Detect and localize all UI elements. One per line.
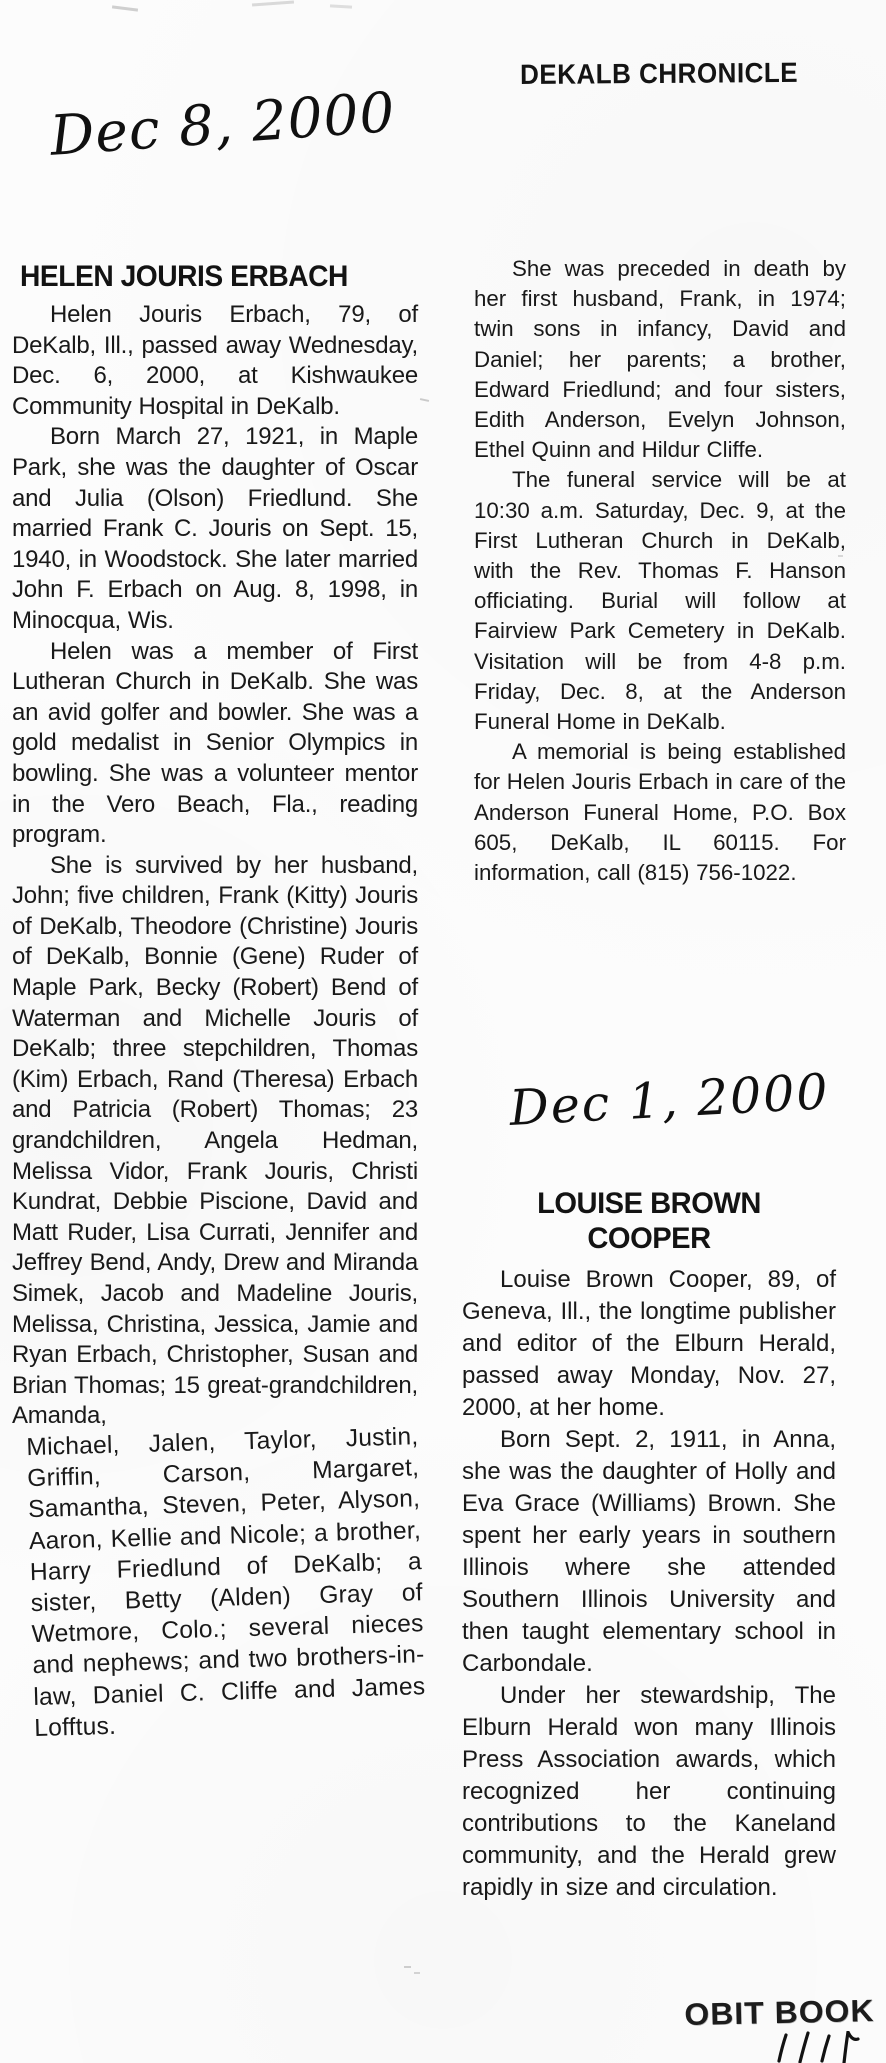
scan-speck bbox=[404, 1966, 411, 1968]
obit-paragraph-preceded-in-death: She was preceded in death by her first husband, Frank, in 1974; twin sons in infancy, David and Daniel; her parents; a brother, Edward Friedlund; and four sisters, Edith Anderson, Evelyn Johnson, Ethel Quinn and Hildur Cliffe. bbox=[474, 256, 846, 463]
handwritten-date-dec-1: Dec 1, 2000 bbox=[508, 1063, 831, 1137]
obit-paragraph-memberships: Helen was a member of First Lutheran Church in DeKalb. She was an avid golfer and bowler. She was a gold medalist in Senior Olympics in bowling. She was a volunteer mentor in the Vero Beach, Fla., reading program. bbox=[12, 637, 418, 849]
scan-speck bbox=[414, 1972, 420, 1974]
obit-paragraph-birth-marriage: Born March 27, 1921, in Maple Park, she was the daughter of Oscar and Julia (Olson) Friedlund. She married Frank C. Jouris on Sept. 15, 1940, in Woodstock. She later married John F. Erbach on Aug. 8, 1998, in Minocqua, Wis. bbox=[12, 423, 418, 634]
obit-paragraph-birth-education: Born Sept. 2, 1911, in Anna, she was the daughter of Holly and Eva Grace (Williams) Brown. She spent her early years in southern Illinois where she attended Southern Illinois University and then taught elementary school in Carbondale. bbox=[462, 1426, 836, 1677]
obituary-louise-column bbox=[462, 1186, 836, 1904]
obit-paragraph-survivors-continued: Michael, Jalen, Taylor, Justin, Griffin, Carson, Margaret, Samantha, Steven, Peter, Alyson, Aaron, Kellie and Nicole; a brother, Harry Friedlund of DeKalb; a sister, Betty (Alden) Gray of Wetmore, Colo.; several nieces and nephews; and two brothers-in-law, Daniel C. Cliffe and James Lofftus. bbox=[26, 1423, 426, 1742]
obituary-helen-left-column bbox=[12, 260, 426, 1744]
obit-paragraph-death-notice: Helen Jouris Erbach, 79, of DeKalb, Ill., passed away Wednesday, Dec. 6, 2000, at Kishwaukee Community Hospital in DeKalb. bbox=[12, 301, 418, 420]
obituary-headline-louise bbox=[468, 1186, 831, 1256]
scan-speck bbox=[386, 466, 391, 469]
scan-speck bbox=[838, 555, 843, 557]
obit-paragraph-memorial: A memorial is being established for Helen Jouris Erbach in care of the Anderson Funeral Home, P.O. Box 605, DeKalb, IL 60115. For information, call (815) 756-1022. bbox=[474, 739, 846, 886]
obituary-headline-louise-line1: LOUISE BROWN bbox=[537, 1187, 761, 1220]
scan-pen-mark bbox=[252, 1, 294, 7]
obit-book-stamp: OBIT BOOK bbox=[684, 1993, 875, 2032]
scan-pen-mark bbox=[330, 4, 352, 8]
obit-paragraph-death-notice: Louise Brown Cooper, 89, of Geneva, Ill., the longtime publisher and editor of the Elburn Herald, passed away Monday, Nov. 27, 2000, at her home. bbox=[462, 1266, 836, 1421]
obit-paragraph-funeral-service: The funeral service will be at 10:30 a.m. Saturday, Dec. 9, at the First Lutheran Church in DeKalb, with the Rev. Thomas F. Hanson officiating. Burial will follow at Fairview Park Cemetery in DeKalb. Visitation will be from 4-8 p.m. Friday, Dec. 8, at the Anderson Funeral Home in DeKalb. bbox=[474, 467, 846, 735]
obituary-headline-louise-line2: COOPER bbox=[587, 1222, 711, 1255]
handwritten-date-dec-8: Dec 8, 2000 bbox=[48, 79, 398, 168]
obit-paragraph-survivors: She is survived by her husband, John; five children, Frank (Kitty) Jouris of DeKalb, Theodore (Christine) Jouris of DeKalb, Bonnie (Gene) Ruder of Maple Park, Becky (Robert) Bend of Waterman and Michelle Jouris of DeKalb; three stepchildren, Thomas (Kim) Erbach, Rand (Theresa) Erbach and Patricia (Robert) Thomas; 23 grandchildren, Angela Hedman, Melissa Vidor, Frank Jouris, Christi Kundrat, Debbie Piscione, David and Matt Ruder, Lisa Currati, Jennifer and Jeffrey Bend, Andy, Drew and Miranda Simek, Jacob and Madeline Jouris, Melissa, Christina, Jessica, Jamie and Ryan Erbach, Christopher, Susan and Brian Thomas; 15 great-grandchildren, Amanda, bbox=[12, 851, 418, 1430]
scan-pen-mark bbox=[112, 5, 138, 11]
scan-speck bbox=[420, 398, 429, 402]
publication-name: DEKALB CHRONICLE bbox=[520, 56, 799, 90]
obituary-headline-helen: HELEN JOURIS ERBACH bbox=[20, 260, 348, 293]
handwriting-scribble-partial bbox=[774, 2031, 870, 2063]
obituary-helen-right-column bbox=[474, 254, 846, 888]
obit-paragraph-career: Under her stewardship, The Elburn Herald won many Illinois Press Association awards, which recognized her continuing contributions to the Kaneland community, and the Herald grew rapidly in size and circulation. bbox=[462, 1682, 836, 1901]
